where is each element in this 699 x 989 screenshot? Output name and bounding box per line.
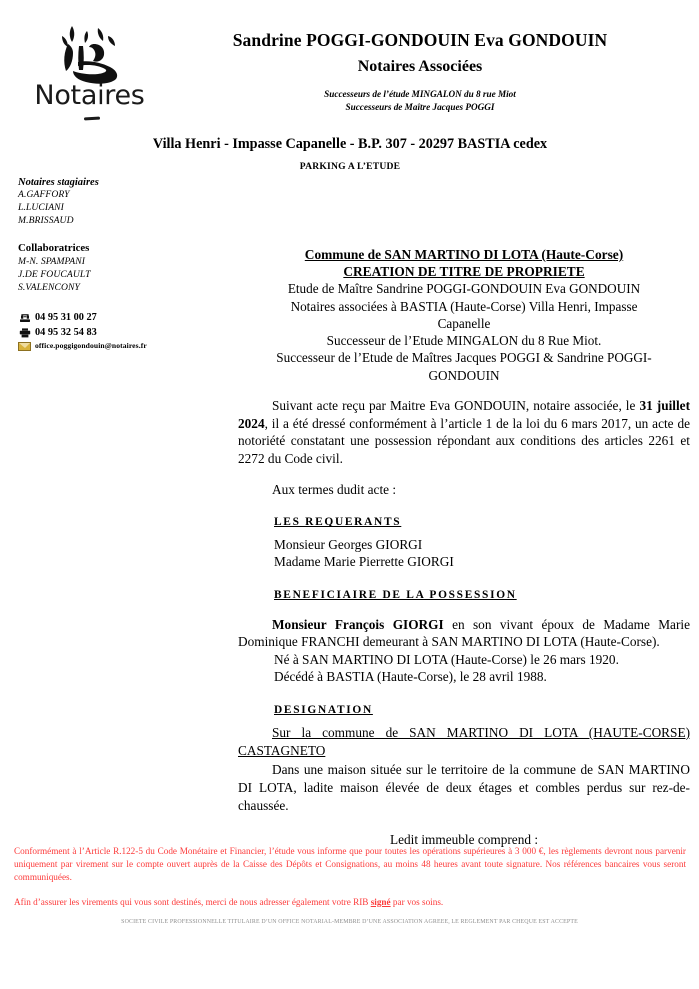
beneficiaire-heading: BENEFICIAIRE DE LA POSSESSION (274, 588, 517, 601)
document-header (0, 0, 699, 170)
act-paragraph (238, 397, 690, 468)
office-line-2: Notaires associées à BASTIA (Haute-Corse) Villa Henri, Impasse (290, 298, 638, 314)
office-line-4: Successeur de l’Etude MINGALON du 8 Rue Miot. (326, 333, 602, 349)
requerants-list (274, 536, 690, 571)
contact-details (18, 311, 218, 352)
sidebar-spacer (18, 227, 218, 242)
designation-body: Dans une maison située sur le territoire de la commune de SAN MARTINO DI LOTA, ladite maison élevée de deux étages et combles perdus sur rez-de-chaussée. (238, 762, 690, 813)
envelope-icon (18, 341, 31, 352)
ledit-immeuble-line: Ledit immeuble comprend : (389, 832, 539, 848)
firm-name: Sandrine POGGI-GONDOUIN Eva GONDOUIN (232, 30, 608, 50)
office-line-3: Capanelle (437, 315, 491, 331)
email-address[interactable]: office.poggigondouin@notaires.fr (35, 341, 147, 351)
telephone-icon (18, 313, 31, 324)
contact-sidebar (18, 176, 218, 353)
act-date: 31 juillet 2024 (238, 398, 691, 431)
requerants-heading: LES REQUERANTS (274, 516, 402, 529)
fax-row (18, 326, 218, 340)
act-terms-line: Aux termes dudit acte : (272, 481, 397, 497)
office-line-5: Successeur de l’Etude de Maîtres Jacques POGGI & Sandrine POGGI- (276, 350, 652, 366)
list-item: M.BRISSAUD (18, 214, 74, 226)
firm-address: Villa Henri - Impasse Capanelle - B.P. 307 - 20297 BASTIA cedex (152, 136, 548, 152)
designation-location: Sur la commune de SAN MARTINO DI LOTA (HAUTE-CORSE) CASTAGNETO (238, 724, 690, 758)
list-item: Monsieur Georges GIORGI (274, 537, 423, 553)
rib-notice-emphasis: signé (370, 897, 391, 907)
document-body (238, 246, 690, 848)
rib-notice-after: par vos soins. (390, 897, 444, 907)
act-text-before-date: Suivant acte reçu par Maitre Eva GONDOUIN, notaire associée, le (272, 398, 640, 413)
notaires-logo (22, 22, 157, 134)
beneficiaire-birth: Né à SAN MARTINO DI LOTA (Haute-Corse) le 26 mars 1920. (274, 651, 619, 667)
collaborators-heading: Collaboratrices (18, 242, 90, 255)
successors-line-2: Successeurs de Maître Jacques POGGI (345, 102, 495, 113)
phone-row (18, 311, 218, 325)
firm-subtitle: Notaires Associées (357, 58, 483, 75)
beneficiaire-death: Décédé à BASTIA (Haute-Corse), le 28 avril 1988. (274, 669, 547, 685)
list-item: A.GAFFORY (18, 189, 70, 201)
office-identification (238, 280, 690, 384)
rib-notice (14, 896, 686, 909)
legal-footer: SOCIETE CIVILE PROFESSIONNELLE TITULAIRE D’UN OFFICE NOTARIAL-MEMBRE D’UNE ASSOCIATION AGREEE, LE REGLEMENT PAR CHEQUE EST ACCEPTE (121, 919, 578, 925)
rib-notice-before: Afin d’assurer les virements qui vous sont destinés, merci de nous adresser également votre RIB (14, 897, 371, 907)
office-line-6: GONDOUIN (428, 367, 500, 383)
beneficiaire-name: Monsieur François GIORGI (272, 616, 444, 632)
list-item: Madame Marie Pierrette GIORGI (274, 554, 454, 570)
list-item: L.LUCIANI (18, 202, 64, 214)
fax-number: 04 95 32 54 83 (35, 327, 97, 339)
beneficiaire-paragraph (238, 616, 690, 651)
trainees-heading: Notaires stagiaires (18, 177, 99, 188)
beneficiaire-details: en son vivant époux de Madame Marie Dominique FRANCHI demeurant à SAN MARTINO DI LOTA (Haute-Corse). (238, 616, 690, 650)
fax-icon (18, 328, 31, 339)
email-row[interactable] (18, 341, 218, 352)
page-title-line-2: CREATION DE TITRE DE PROPRIETE (343, 264, 585, 280)
logo-underline-accent (84, 117, 100, 121)
logo-wordmark: Notaires (34, 80, 145, 111)
page-title-line-1: Commune de SAN MARTINO DI LOTA (Haute-Corse) (304, 247, 624, 262)
parking-notice: PARKING A L’ETUDE (299, 161, 401, 172)
payment-notice: Conformément à l’Article R.122-5 du Code Monétaire et Financier, l’étude vous informe que pour toutes les opérations supérieures à 3 000 €, les règlements devront nous parvenir uniquement par virement sur le compte ouvert auprès de la Caisse des Dépôts et Consignations, au moins 48 heures avant toute signature. Nos références bancaires vous seront communiquées. (14, 846, 686, 882)
firm-successors (150, 88, 690, 114)
act-text-after-date: , il a été dressé conformément à l’article 1 de la loi du 6 mars 2017, un acte de notoriété constatant une possession répondant aux conditions des articles 2261 et 2272 du Code civil. (238, 415, 690, 467)
office-line-1: Etude de Maître Sandrine POGGI-GONDOUIN Eva GONDOUIN (287, 281, 641, 297)
successors-line-1: Successeurs de l’étude MINGALON du 8 rue Miot (324, 89, 516, 99)
page-title (238, 246, 690, 280)
list-item: J.DE FOUCAULT (18, 268, 91, 280)
designation-heading: DESIGNATION (274, 704, 373, 717)
phone-number: 04 95 31 00 27 (35, 312, 97, 324)
list-item: S.VALENCONY (18, 281, 80, 293)
list-item: M-N. SPAMPANI (18, 256, 86, 268)
